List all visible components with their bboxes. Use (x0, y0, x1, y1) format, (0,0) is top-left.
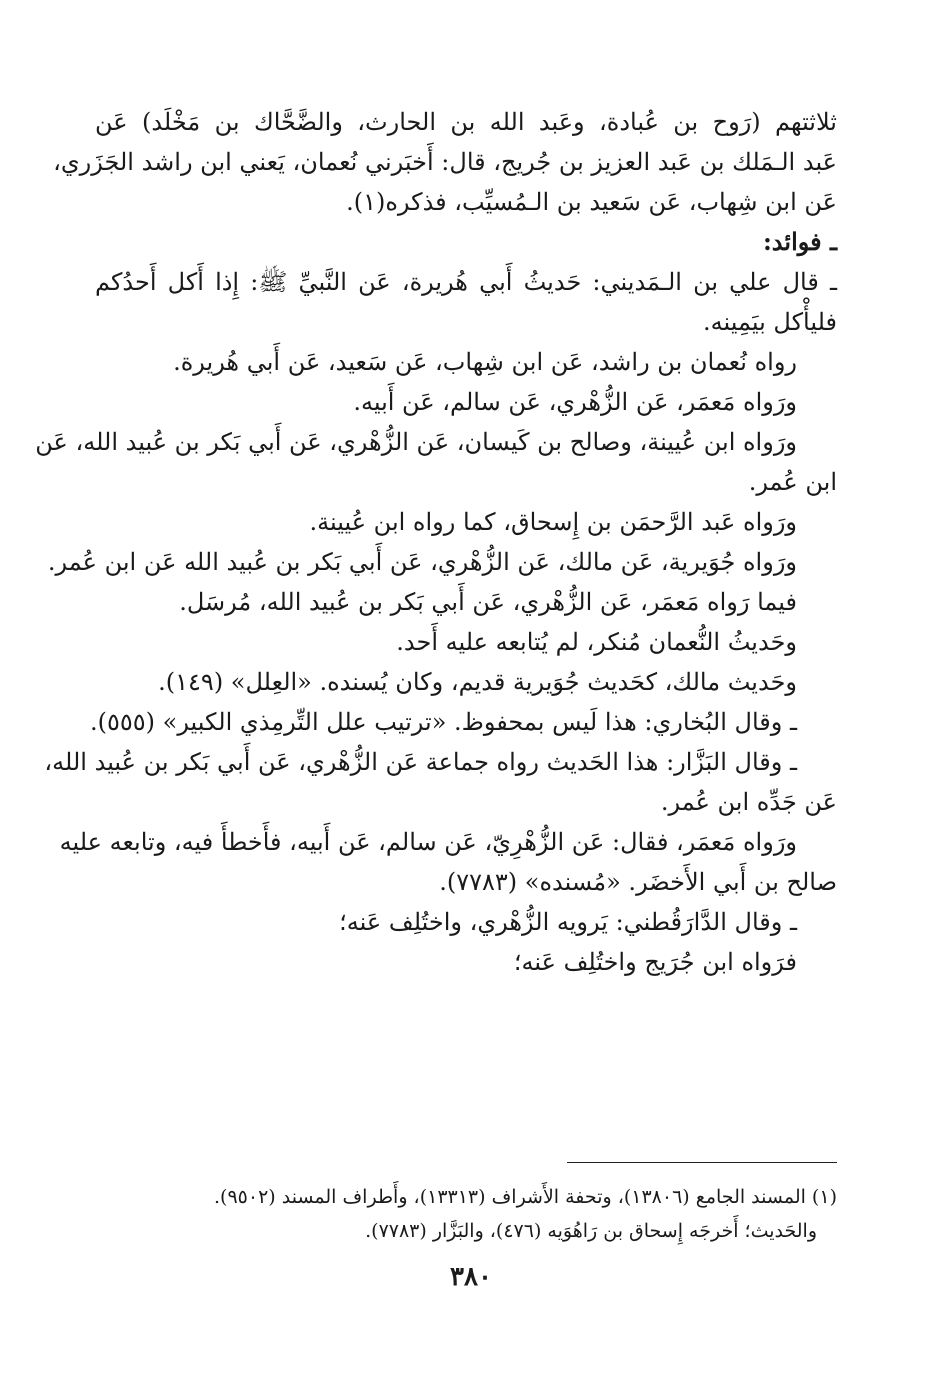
body-line: ـ وقال الدَّارَقُطني: يَرويه الزُّهْري، واختُلِف عَنه؛ (339, 908, 797, 936)
body-line: ورَواه عَبد الرَّحمَن بن إِسحاق، كما رواه ابن عُيينة. (309, 508, 797, 536)
section-heading: ـ فوائد: (762, 227, 837, 256)
body-line: ورَواه ابن عُيينة، وصالح بن كَيسان، عَن الزُّهْري، عَن أَبي بَكر بن عُبيد الله، عَن (35, 428, 797, 456)
footnotes (150, 1180, 837, 1248)
footnote-separator (567, 1162, 837, 1163)
body-line: ورَواه جُوَيرية، عَن مالك، عَن الزُّهْري، عَن أَبي بَكر بن عُبيد الله عَن ابن عُمر. (47, 548, 797, 576)
body-line: فليأْكل بيَمِينه. (703, 308, 837, 336)
body-line: رواه نُعمان بن راشد، عَن ابن شِهاب، عَن سَعيد، عَن أَبي هُريرة. (173, 348, 797, 376)
body-line: ـ قال علي بن الـمَديني: حَديثُ أَبي هُريرة، عَن النَّبيِّ ﷺ: إِذا أَكل أَحدُكم (95, 268, 837, 296)
body-line: وحَديث مالك، كحَديث جُوَيرية قديم، وكان يُسنده. «العِلل» (١٤٩). (158, 668, 797, 696)
page-number: ٣٨٠ (450, 1262, 492, 1292)
body-line: ثلاثتهم (رَوح بن عُبادة، وعَبد الله بن الحارث، والضَّحَّاك بن مَخْلَد) عَن (95, 108, 837, 136)
body-line: ابن عُمر. (748, 468, 837, 496)
body-line: عَن جَدِّه ابن عُمر. (660, 788, 837, 816)
body-line: ورَواه مَعمَر، عَن الزُّهْري، عَن سالم، عَن أَبيه. (353, 388, 797, 416)
body-line: فيما رَواه مَعمَر، عَن الزُّهْري، عَن أَبي بَكر بن عُبيد الله، مُرسَل. (179, 588, 797, 616)
body-line: وحَديثُ النُّعمان مُنكر، لم يُتابعه عليه أَحد. (396, 628, 797, 656)
body-line: عَن ابن شِهاب، عَن سَعيد بن الـمُسيِّب، فذكره(١). (346, 188, 837, 216)
footnote-line: (١) المسند الجامع (١٣٨٠٦)، وتحفة الأَشراف (١٣٣١٣)، وأَطراف المسند (٩٥٠٢). (214, 1186, 837, 1208)
body-line: ـ وقال البُخاري: هذا لَيس بمحفوظ. «ترتيب علل التِّرمِذي الكبير» (٥٥٥). (89, 708, 797, 736)
body-line: ـ وقال البَزَّار: هذا الحَديث رواه جماعة عَن الزُّهْري، عَن أَبي بَكر بن عُبيد الله، (44, 748, 797, 776)
body-line: فرَواه ابن جُرَيج واختُلِف عَنه؛ (513, 948, 797, 976)
footnote-line: والحَديث؛ أَخرجَه إِسحاق بن رَاهُوَيه (٤٧٦)، والبَزَّار (٧٧٨٣). (365, 1220, 817, 1242)
body-line: عَبد الـمَلك بن عَبد العزيز بن جُريج، قال: أَخبَرني نُعمان، يَعني ابن راشد الجَزَري، (53, 148, 837, 176)
body-line: صالح بن أَبي الأَخضَر. «مُسنده» (٧٧٨٣). (439, 868, 837, 896)
main-text (35, 102, 837, 982)
body-line: ورَواه مَعمَر، فقال: عَن الزُّهْرِيّ، عَن سالم، عَن أَبيه، فأَخطأَ فيه، وتابعه عليه (59, 828, 797, 856)
